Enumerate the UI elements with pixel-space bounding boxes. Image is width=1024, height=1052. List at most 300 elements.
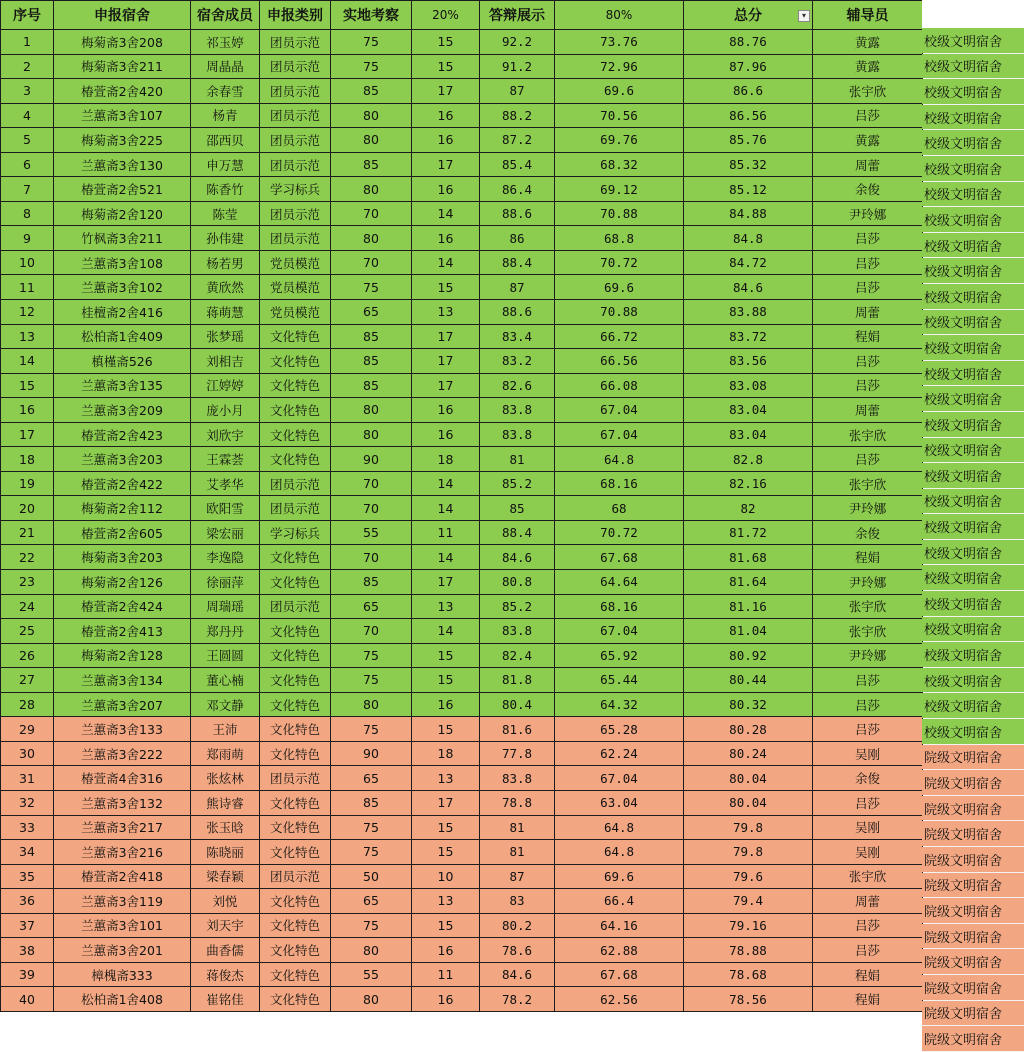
cell-member[interactable]: 张梦瑶 [191, 324, 260, 349]
cell-counselor[interactable]: 张宇欣 [813, 79, 923, 104]
cell-defense[interactable]: 88.6 [480, 300, 555, 325]
cell-category[interactable]: 文化特色 [260, 889, 331, 914]
cell-pct20[interactable]: 14 [412, 496, 480, 521]
cell-counselor[interactable]: 吴刚 [813, 741, 923, 766]
cell-dorm[interactable]: 梅菊斋2舍112 [54, 496, 191, 521]
cell-total[interactable]: 85.12 [684, 177, 813, 202]
cell-counselor[interactable]: 吕莎 [813, 250, 923, 275]
cell-pct80[interactable]: 67.04 [555, 766, 684, 791]
cell-total[interactable]: 83.56 [684, 349, 813, 374]
cell-category[interactable]: 文化特色 [260, 398, 331, 423]
cell-seq[interactable]: 4 [1, 103, 54, 128]
cell-defense[interactable]: 80.2 [480, 913, 555, 938]
cell-pct20[interactable]: 15 [412, 275, 480, 300]
cell-dorm[interactable]: 竹枫斋3舍211 [54, 226, 191, 251]
cell-total[interactable]: 81.16 [684, 594, 813, 619]
cell-pct80[interactable]: 68.16 [555, 471, 684, 496]
cell-inspection[interactable]: 65 [331, 889, 412, 914]
cell-pct80[interactable]: 68.32 [555, 152, 684, 177]
cell-dorm[interactable]: 槙槿斋526 [54, 349, 191, 374]
cell-total[interactable]: 84.6 [684, 275, 813, 300]
cell-total[interactable]: 79.6 [684, 864, 813, 889]
cell-counselor[interactable]: 吕莎 [813, 913, 923, 938]
cell-level[interactable]: 校级文明宿舍 [922, 258, 1024, 284]
cell-defense[interactable]: 86.4 [480, 177, 555, 202]
cell-counselor[interactable]: 吕莎 [813, 275, 923, 300]
cell-pct80[interactable]: 64.8 [555, 815, 684, 840]
cell-pct80[interactable]: 69.6 [555, 864, 684, 889]
cell-member[interactable]: 陈莹 [191, 201, 260, 226]
cell-defense[interactable]: 85.4 [480, 152, 555, 177]
cell-counselor[interactable]: 程娟 [813, 324, 923, 349]
cell-seq[interactable]: 18 [1, 447, 54, 472]
cell-total[interactable]: 88.76 [684, 30, 813, 55]
cell-pct20[interactable]: 15 [412, 717, 480, 742]
cell-member[interactable]: 邓文静 [191, 692, 260, 717]
cell-dorm[interactable]: 梅菊斋2舍120 [54, 201, 191, 226]
cell-defense[interactable]: 84.6 [480, 545, 555, 570]
cell-member[interactable]: 艾孝华 [191, 471, 260, 496]
cell-total[interactable]: 82.16 [684, 471, 813, 496]
cell-seq[interactable]: 17 [1, 422, 54, 447]
cell-seq[interactable]: 39 [1, 962, 54, 987]
cell-dorm[interactable]: 椿萱斋2舍423 [54, 422, 191, 447]
cell-pct20[interactable]: 14 [412, 201, 480, 226]
cell-level[interactable]: 校级文明宿舍 [922, 565, 1024, 591]
cell-category[interactable]: 文化特色 [260, 913, 331, 938]
cell-member[interactable]: 梁春颖 [191, 864, 260, 889]
cell-inspection[interactable]: 85 [331, 349, 412, 374]
cell-pct20[interactable]: 15 [412, 668, 480, 693]
cell-inspection[interactable]: 75 [331, 840, 412, 865]
cell-seq[interactable]: 23 [1, 570, 54, 595]
cell-total[interactable]: 80.04 [684, 766, 813, 791]
cell-category[interactable]: 团员示范 [260, 128, 331, 153]
cell-category[interactable]: 文化特色 [260, 987, 331, 1012]
cell-inspection[interactable]: 70 [331, 496, 412, 521]
cell-level[interactable]: 院级文明宿舍 [922, 949, 1024, 975]
cell-pct80[interactable]: 69.12 [555, 177, 684, 202]
cell-pct20[interactable]: 11 [412, 962, 480, 987]
cell-pct20[interactable]: 15 [412, 54, 480, 79]
cell-category[interactable]: 党员模范 [260, 300, 331, 325]
cell-category[interactable]: 文化特色 [260, 790, 331, 815]
cell-category[interactable]: 文化特色 [260, 692, 331, 717]
cell-pct20[interactable]: 15 [412, 913, 480, 938]
header-seq[interactable]: 序号 [1, 1, 54, 30]
cell-counselor[interactable]: 张宇欣 [813, 864, 923, 889]
cell-inspection[interactable]: 90 [331, 741, 412, 766]
cell-inspection[interactable]: 80 [331, 938, 412, 963]
cell-member[interactable]: 余春雪 [191, 79, 260, 104]
cell-defense[interactable]: 91.2 [480, 54, 555, 79]
cell-pct80[interactable]: 68 [555, 496, 684, 521]
cell-category[interactable]: 党员模范 [260, 275, 331, 300]
cell-total[interactable]: 79.16 [684, 913, 813, 938]
cell-dorm[interactable]: 兰蕙斋3舍217 [54, 815, 191, 840]
cell-pct80[interactable]: 70.72 [555, 520, 684, 545]
cell-total[interactable]: 83.72 [684, 324, 813, 349]
cell-level[interactable]: 校级文明宿舍 [922, 488, 1024, 514]
cell-category[interactable]: 团员示范 [260, 152, 331, 177]
cell-level[interactable]: 校级文明宿舍 [922, 539, 1024, 565]
cell-category[interactable]: 文化特色 [260, 938, 331, 963]
cell-defense[interactable]: 87 [480, 79, 555, 104]
cell-pct80[interactable]: 62.88 [555, 938, 684, 963]
cell-member[interactable]: 张玉晗 [191, 815, 260, 840]
cell-defense[interactable]: 83.8 [480, 398, 555, 423]
cell-total[interactable]: 78.68 [684, 962, 813, 987]
cell-category[interactable]: 团员示范 [260, 864, 331, 889]
cell-counselor[interactable]: 黄露 [813, 30, 923, 55]
header-category[interactable]: 申报类别 [260, 1, 331, 30]
cell-member[interactable]: 郑雨萌 [191, 741, 260, 766]
cell-category[interactable]: 文化特色 [260, 349, 331, 374]
cell-member[interactable]: 刘悦 [191, 889, 260, 914]
cell-level[interactable]: 校级文明宿舍 [922, 616, 1024, 642]
cell-level[interactable]: 校级文明宿舍 [922, 437, 1024, 463]
cell-total[interactable]: 81.72 [684, 520, 813, 545]
cell-seq[interactable]: 29 [1, 717, 54, 742]
cell-pct20[interactable]: 16 [412, 692, 480, 717]
cell-counselor[interactable]: 尹玲娜 [813, 496, 923, 521]
cell-pct20[interactable]: 17 [412, 570, 480, 595]
cell-dorm[interactable]: 梅菊斋2舍128 [54, 643, 191, 668]
cell-defense[interactable]: 81 [480, 447, 555, 472]
cell-inspection[interactable]: 70 [331, 201, 412, 226]
cell-category[interactable]: 团员示范 [260, 103, 331, 128]
cell-defense[interactable]: 88.6 [480, 201, 555, 226]
cell-dorm[interactable]: 兰蕙斋3舍209 [54, 398, 191, 423]
cell-total[interactable]: 84.88 [684, 201, 813, 226]
cell-pct20[interactable]: 17 [412, 349, 480, 374]
cell-category[interactable]: 团员示范 [260, 79, 331, 104]
cell-seq[interactable]: 25 [1, 619, 54, 644]
cell-seq[interactable]: 36 [1, 889, 54, 914]
cell-level[interactable]: 院级文明宿舍 [922, 923, 1024, 949]
cell-seq[interactable]: 34 [1, 840, 54, 865]
cell-level[interactable]: 校级文明宿舍 [922, 283, 1024, 309]
cell-inspection[interactable]: 85 [331, 324, 412, 349]
cell-pct20[interactable]: 14 [412, 250, 480, 275]
cell-dorm[interactable]: 兰蕙斋3舍102 [54, 275, 191, 300]
cell-defense[interactable]: 80.8 [480, 570, 555, 595]
cell-member[interactable]: 江婷婷 [191, 373, 260, 398]
cell-pct20[interactable]: 17 [412, 79, 480, 104]
cell-total[interactable]: 80.28 [684, 717, 813, 742]
cell-dorm[interactable]: 椿萱斋2舍521 [54, 177, 191, 202]
cell-category[interactable]: 团员示范 [260, 766, 331, 791]
cell-dorm[interactable]: 梅菊斋3舍225 [54, 128, 191, 153]
cell-defense[interactable]: 78.8 [480, 790, 555, 815]
cell-total[interactable]: 83.88 [684, 300, 813, 325]
cell-defense[interactable]: 86 [480, 226, 555, 251]
cell-total[interactable]: 85.32 [684, 152, 813, 177]
cell-pct20[interactable]: 13 [412, 766, 480, 791]
cell-pct80[interactable]: 72.96 [555, 54, 684, 79]
cell-total[interactable]: 78.88 [684, 938, 813, 963]
cell-inspection[interactable]: 75 [331, 54, 412, 79]
cell-total[interactable]: 81.64 [684, 570, 813, 595]
cell-member[interactable]: 王圆圆 [191, 643, 260, 668]
cell-member[interactable]: 刘天宇 [191, 913, 260, 938]
cell-total[interactable]: 87.96 [684, 54, 813, 79]
cell-dorm[interactable]: 兰蕙斋3舍119 [54, 889, 191, 914]
cell-pct80[interactable]: 66.4 [555, 889, 684, 914]
header-total[interactable] [684, 1, 813, 30]
cell-level[interactable]: 校级文明宿舍 [922, 463, 1024, 489]
cell-inspection[interactable]: 75 [331, 913, 412, 938]
cell-counselor[interactable]: 张宇欣 [813, 594, 923, 619]
cell-counselor[interactable]: 吕莎 [813, 938, 923, 963]
cell-seq[interactable]: 33 [1, 815, 54, 840]
cell-seq[interactable]: 9 [1, 226, 54, 251]
cell-defense[interactable]: 82.4 [480, 643, 555, 668]
cell-defense[interactable]: 88.2 [480, 103, 555, 128]
cell-pct80[interactable]: 70.72 [555, 250, 684, 275]
cell-category[interactable]: 文化特色 [260, 619, 331, 644]
cell-dorm[interactable]: 梅菊斋3舍211 [54, 54, 191, 79]
cell-member[interactable]: 蒋俊杰 [191, 962, 260, 987]
cell-total[interactable]: 83.04 [684, 398, 813, 423]
cell-level[interactable]: 校级文明宿舍 [922, 514, 1024, 540]
cell-counselor[interactable]: 程娟 [813, 545, 923, 570]
cell-defense[interactable]: 83.8 [480, 766, 555, 791]
cell-member[interactable]: 蒋萌慧 [191, 300, 260, 325]
header-dorm[interactable]: 申报宿舍 [54, 1, 191, 30]
cell-defense[interactable]: 80.4 [480, 692, 555, 717]
cell-category[interactable]: 文化特色 [260, 840, 331, 865]
cell-dorm[interactable]: 椿萱斋2舍422 [54, 471, 191, 496]
cell-inspection[interactable]: 90 [331, 447, 412, 472]
cell-pct20[interactable]: 17 [412, 152, 480, 177]
cell-counselor[interactable]: 吴刚 [813, 840, 923, 865]
cell-level[interactable]: 校级文明宿舍 [922, 28, 1024, 53]
cell-total[interactable]: 79.8 [684, 815, 813, 840]
cell-counselor[interactable]: 吕莎 [813, 717, 923, 742]
cell-seq[interactable]: 14 [1, 349, 54, 374]
cell-counselor[interactable]: 尹玲娜 [813, 643, 923, 668]
cell-level[interactable]: 校级文明宿舍 [922, 53, 1024, 79]
cell-pct80[interactable]: 68.8 [555, 226, 684, 251]
cell-pct80[interactable]: 65.28 [555, 717, 684, 742]
cell-inspection[interactable]: 75 [331, 275, 412, 300]
cell-pct80[interactable]: 67.04 [555, 422, 684, 447]
cell-level[interactable]: 院级文明宿舍 [922, 744, 1024, 770]
header-pct20[interactable]: 20% [412, 1, 480, 30]
cell-inspection[interactable]: 65 [331, 766, 412, 791]
cell-level[interactable]: 校级文明宿舍 [922, 719, 1024, 745]
cell-level[interactable]: 校级文明宿舍 [922, 309, 1024, 335]
cell-inspection[interactable]: 75 [331, 717, 412, 742]
cell-counselor[interactable]: 张宇欣 [813, 619, 923, 644]
cell-inspection[interactable]: 85 [331, 790, 412, 815]
cell-counselor[interactable]: 尹玲娜 [813, 570, 923, 595]
cell-member[interactable]: 刘相吉 [191, 349, 260, 374]
cell-pct20[interactable]: 16 [412, 103, 480, 128]
cell-total[interactable]: 81.68 [684, 545, 813, 570]
cell-seq[interactable]: 2 [1, 54, 54, 79]
cell-pct20[interactable]: 15 [412, 643, 480, 668]
cell-member[interactable]: 欧阳雪 [191, 496, 260, 521]
cell-counselor[interactable]: 尹玲娜 [813, 201, 923, 226]
cell-member[interactable]: 郑丹丹 [191, 619, 260, 644]
cell-member[interactable]: 熊诗睿 [191, 790, 260, 815]
cell-inspection[interactable]: 55 [331, 962, 412, 987]
cell-counselor[interactable]: 余俊 [813, 177, 923, 202]
cell-counselor[interactable]: 余俊 [813, 520, 923, 545]
cell-seq[interactable]: 13 [1, 324, 54, 349]
cell-member[interactable]: 孙伟建 [191, 226, 260, 251]
cell-category[interactable]: 文化特色 [260, 447, 331, 472]
cell-pct80[interactable]: 65.44 [555, 668, 684, 693]
header-members[interactable]: 宿舍成员 [191, 1, 260, 30]
cell-dorm[interactable]: 梅菊斋2舍126 [54, 570, 191, 595]
cell-inspection[interactable]: 80 [331, 692, 412, 717]
level-header-blank[interactable] [922, 0, 1024, 28]
cell-member[interactable]: 董心楠 [191, 668, 260, 693]
cell-pct20[interactable]: 16 [412, 422, 480, 447]
cell-inspection[interactable]: 85 [331, 79, 412, 104]
cell-member[interactable]: 李逸隐 [191, 545, 260, 570]
cell-pct80[interactable]: 66.08 [555, 373, 684, 398]
cell-level[interactable]: 校级文明宿舍 [922, 335, 1024, 361]
cell-category[interactable]: 党员模范 [260, 250, 331, 275]
cell-pct20[interactable]: 16 [412, 987, 480, 1012]
cell-pct20[interactable]: 13 [412, 300, 480, 325]
cell-dorm[interactable]: 椿萱斋2舍413 [54, 619, 191, 644]
cell-seq[interactable]: 16 [1, 398, 54, 423]
cell-inspection[interactable]: 70 [331, 545, 412, 570]
cell-pct80[interactable]: 70.56 [555, 103, 684, 128]
cell-seq[interactable]: 28 [1, 692, 54, 717]
cell-pct20[interactable]: 16 [412, 128, 480, 153]
cell-pct20[interactable]: 17 [412, 373, 480, 398]
cell-pct20[interactable]: 15 [412, 30, 480, 55]
cell-dorm[interactable]: 松柏斋1舍409 [54, 324, 191, 349]
cell-dorm[interactable]: 兰蕙斋3舍132 [54, 790, 191, 815]
cell-category[interactable]: 团员示范 [260, 594, 331, 619]
cell-inspection[interactable]: 70 [331, 250, 412, 275]
cell-category[interactable]: 文化特色 [260, 545, 331, 570]
cell-pct20[interactable]: 16 [412, 398, 480, 423]
filter-dropdown-icon[interactable]: ▾ [798, 10, 810, 22]
cell-member[interactable]: 徐丽萍 [191, 570, 260, 595]
cell-dorm[interactable]: 兰蕙斋3舍135 [54, 373, 191, 398]
cell-seq[interactable]: 8 [1, 201, 54, 226]
cell-pct80[interactable]: 67.68 [555, 545, 684, 570]
cell-seq[interactable]: 27 [1, 668, 54, 693]
cell-pct20[interactable]: 15 [412, 840, 480, 865]
cell-category[interactable]: 团员示范 [260, 201, 331, 226]
cell-dorm[interactable]: 兰蕙斋3舍201 [54, 938, 191, 963]
cell-inspection[interactable]: 80 [331, 103, 412, 128]
cell-pct80[interactable]: 62.24 [555, 741, 684, 766]
cell-member[interactable]: 邵西贝 [191, 128, 260, 153]
cell-pct20[interactable]: 10 [412, 864, 480, 889]
cell-dorm[interactable]: 兰蕙斋3舍203 [54, 447, 191, 472]
cell-defense[interactable]: 78.2 [480, 987, 555, 1012]
cell-total[interactable]: 84.8 [684, 226, 813, 251]
cell-defense[interactable]: 92.2 [480, 30, 555, 55]
cell-total[interactable]: 80.92 [684, 643, 813, 668]
cell-total[interactable]: 83.04 [684, 422, 813, 447]
cell-inspection[interactable]: 85 [331, 570, 412, 595]
cell-pct20[interactable]: 17 [412, 790, 480, 815]
cell-inspection[interactable]: 85 [331, 152, 412, 177]
cell-pct20[interactable]: 15 [412, 815, 480, 840]
cell-inspection[interactable]: 80 [331, 987, 412, 1012]
cell-pct80[interactable]: 66.56 [555, 349, 684, 374]
cell-counselor[interactable]: 黄露 [813, 54, 923, 79]
cell-level[interactable]: 院级文明宿舍 [922, 898, 1024, 924]
cell-seq[interactable]: 19 [1, 471, 54, 496]
cell-defense[interactable]: 83.4 [480, 324, 555, 349]
cell-counselor[interactable]: 程娟 [813, 987, 923, 1012]
cell-seq[interactable]: 26 [1, 643, 54, 668]
cell-pct80[interactable]: 67.04 [555, 619, 684, 644]
cell-defense[interactable]: 81 [480, 840, 555, 865]
cell-level[interactable]: 校级文明宿舍 [922, 207, 1024, 233]
cell-member[interactable]: 周瑞瑶 [191, 594, 260, 619]
cell-defense[interactable]: 83.2 [480, 349, 555, 374]
cell-defense[interactable]: 85.2 [480, 594, 555, 619]
cell-total[interactable]: 79.4 [684, 889, 813, 914]
cell-seq[interactable]: 30 [1, 741, 54, 766]
cell-total[interactable]: 83.08 [684, 373, 813, 398]
cell-inspection[interactable]: 65 [331, 300, 412, 325]
cell-counselor[interactable]: 周蕾 [813, 152, 923, 177]
cell-category[interactable]: 团员示范 [260, 226, 331, 251]
cell-member[interactable]: 黄欣然 [191, 275, 260, 300]
cell-level[interactable]: 院级文明宿舍 [922, 821, 1024, 847]
cell-pct80[interactable]: 69.76 [555, 128, 684, 153]
cell-seq[interactable]: 6 [1, 152, 54, 177]
cell-pct80[interactable]: 73.76 [555, 30, 684, 55]
cell-dorm[interactable]: 樟槐斋333 [54, 962, 191, 987]
cell-member[interactable]: 王沛 [191, 717, 260, 742]
header-counselor[interactable]: 辅导员 [813, 1, 923, 30]
cell-level[interactable]: 校级文明宿舍 [922, 591, 1024, 617]
cell-category[interactable]: 团员示范 [260, 54, 331, 79]
cell-total[interactable]: 81.04 [684, 619, 813, 644]
cell-member[interactable]: 刘欣宇 [191, 422, 260, 447]
cell-seq[interactable]: 35 [1, 864, 54, 889]
cell-inspection[interactable]: 80 [331, 226, 412, 251]
cell-counselor[interactable]: 周蕾 [813, 300, 923, 325]
cell-inspection[interactable]: 85 [331, 373, 412, 398]
cell-member[interactable]: 杨若男 [191, 250, 260, 275]
cell-inspection[interactable]: 55 [331, 520, 412, 545]
cell-counselor[interactable]: 周蕾 [813, 398, 923, 423]
cell-category[interactable]: 文化特色 [260, 815, 331, 840]
cell-inspection[interactable]: 50 [331, 864, 412, 889]
cell-counselor[interactable]: 程娟 [813, 962, 923, 987]
cell-pct20[interactable]: 18 [412, 447, 480, 472]
cell-member[interactable]: 王霖荟 [191, 447, 260, 472]
cell-dorm[interactable]: 兰蕙斋3舍108 [54, 250, 191, 275]
cell-dorm[interactable]: 松柏斋1舍408 [54, 987, 191, 1012]
cell-seq[interactable]: 40 [1, 987, 54, 1012]
cell-dorm[interactable]: 椿萱斋2舍605 [54, 520, 191, 545]
cell-inspection[interactable]: 75 [331, 30, 412, 55]
cell-category[interactable]: 团员示范 [260, 30, 331, 55]
cell-inspection[interactable]: 75 [331, 668, 412, 693]
cell-total[interactable]: 80.32 [684, 692, 813, 717]
cell-pct20[interactable]: 17 [412, 324, 480, 349]
cell-seq[interactable]: 11 [1, 275, 54, 300]
cell-level[interactable]: 校级文明宿舍 [922, 79, 1024, 105]
